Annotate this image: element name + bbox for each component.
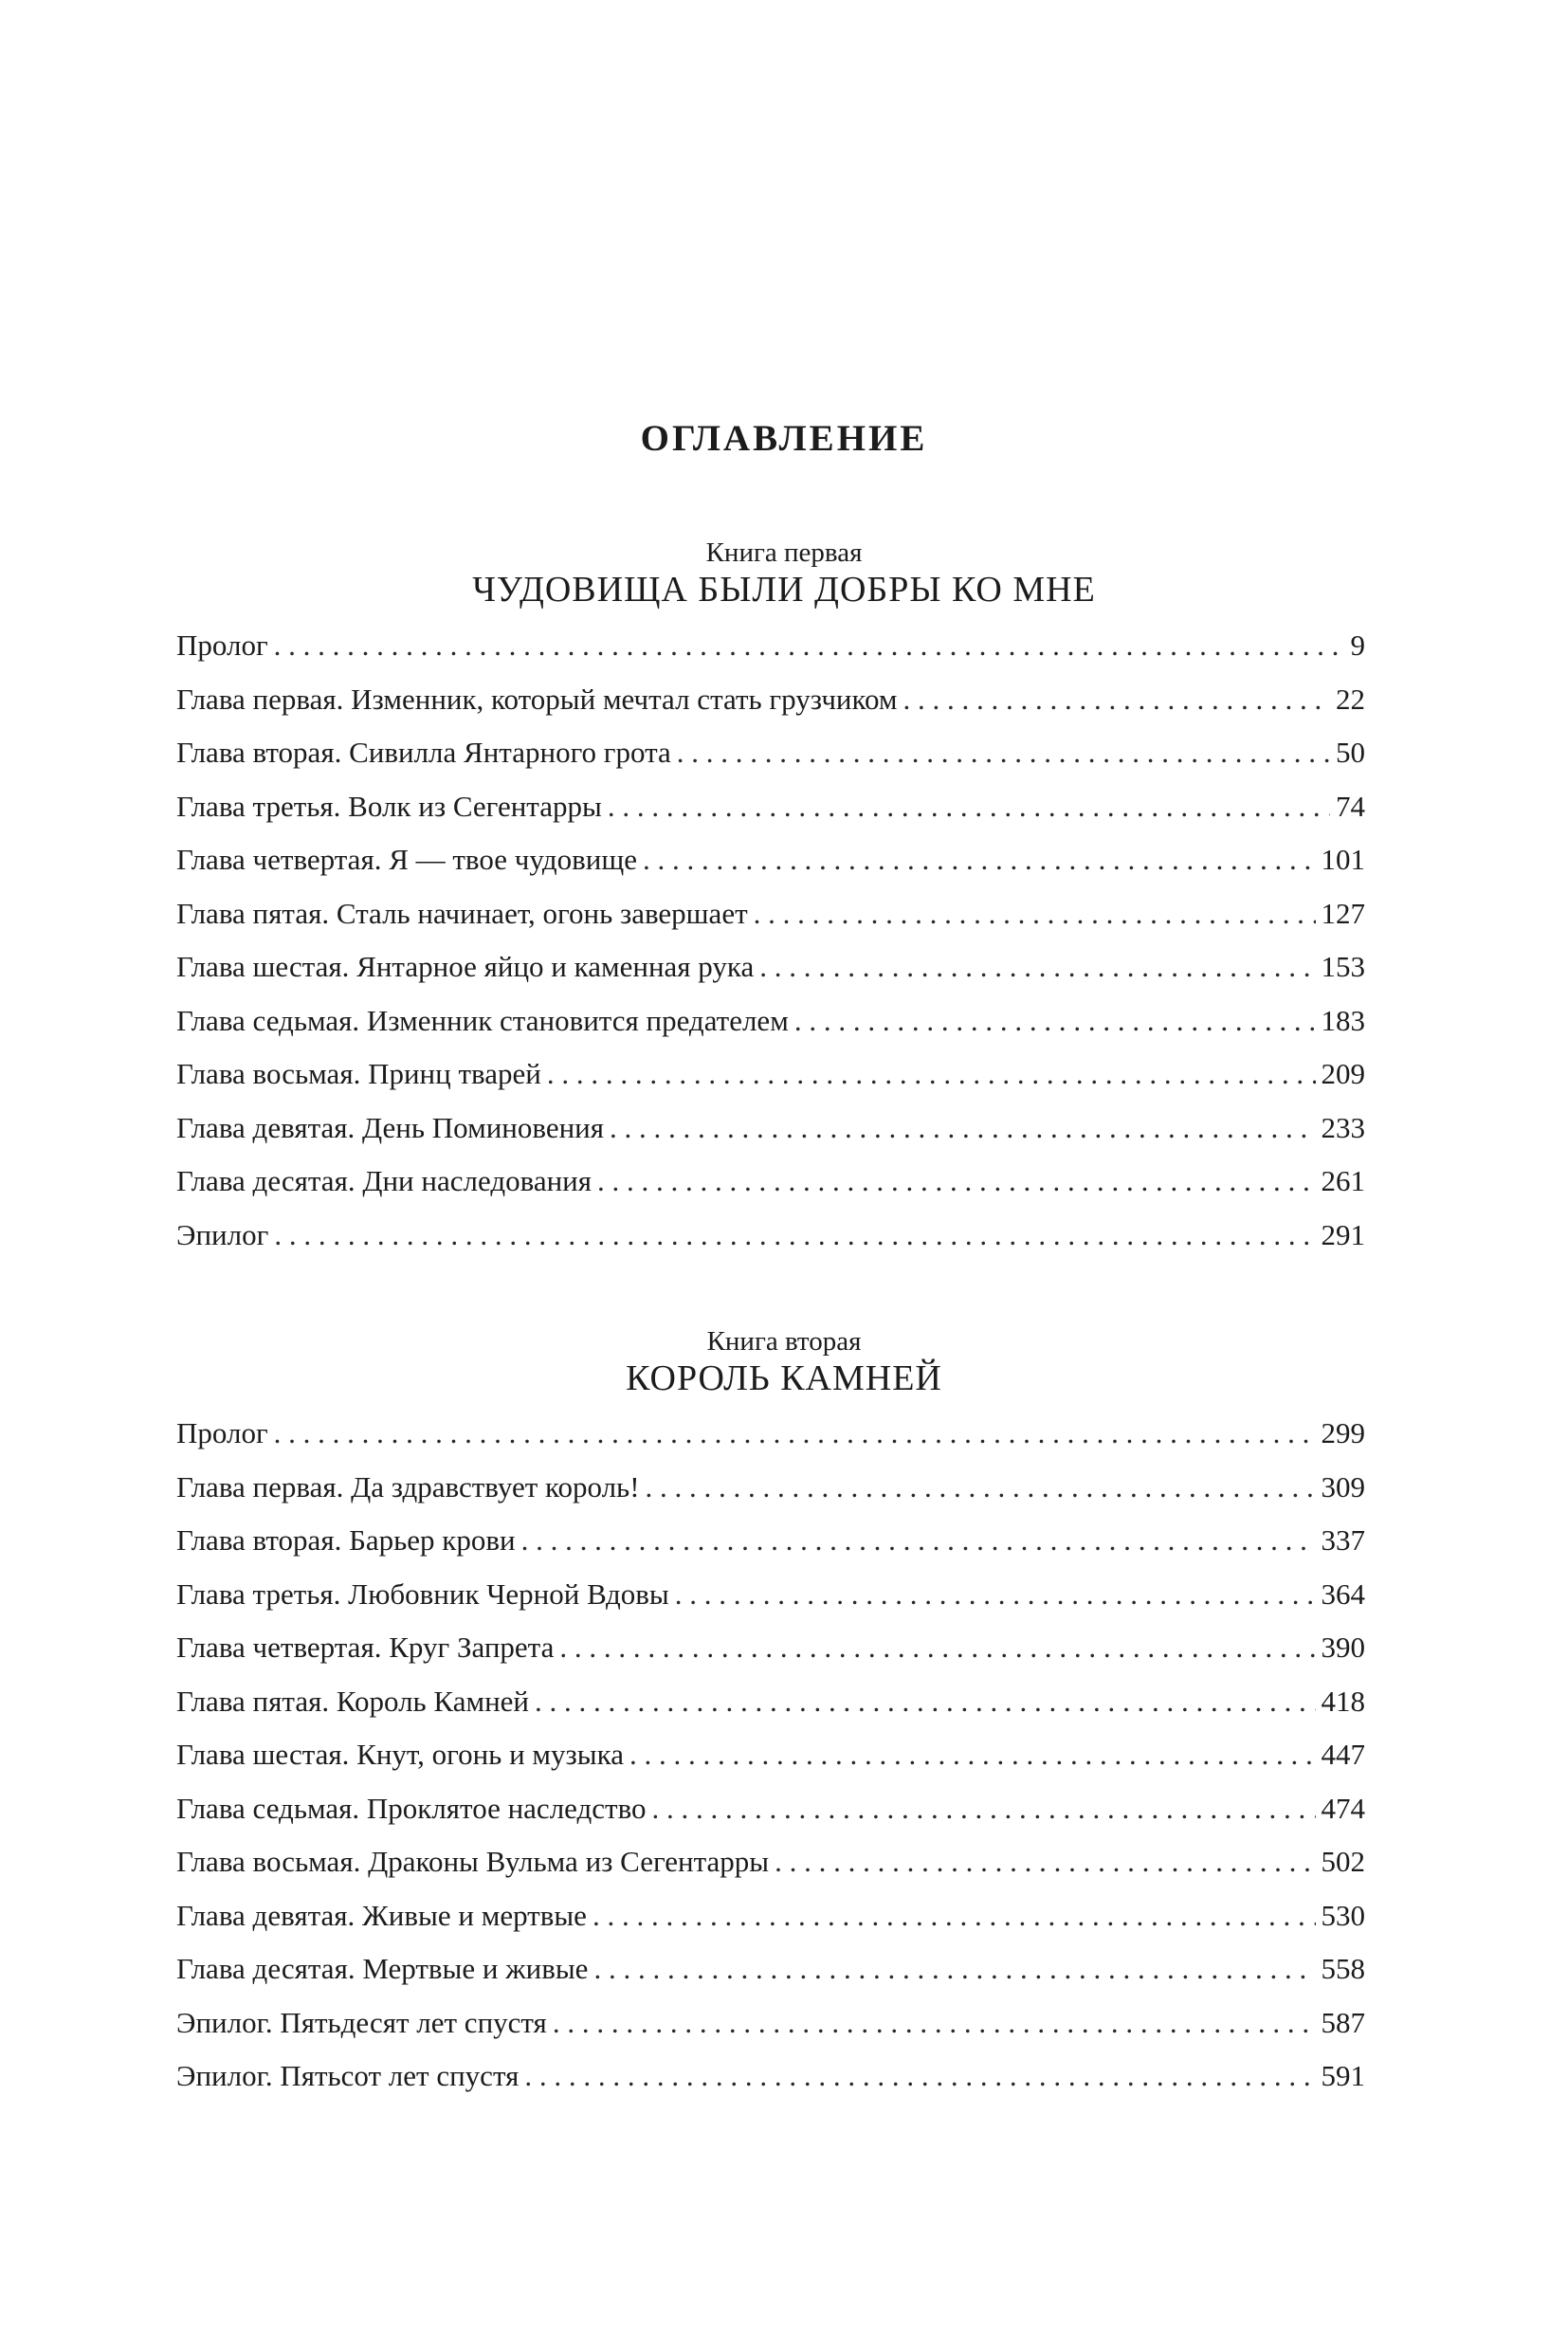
toc-entry[interactable]: [176, 1048, 1365, 1102]
toc-entry[interactable]: [176, 1782, 1365, 1836]
entry-title: Глава девятая. День Поминовения: [176, 1110, 605, 1144]
dot-leader: [608, 780, 1330, 834]
entry-page-number: 474: [1321, 1791, 1365, 1825]
dot-leader: [903, 673, 1330, 727]
toc-entry[interactable]: [176, 619, 1365, 673]
entry-page-number: 153: [1321, 950, 1365, 983]
toc-entry[interactable]: [176, 1835, 1365, 1889]
book-one-header: [0, 537, 1568, 611]
entry-page-number: 233: [1321, 1110, 1365, 1144]
entry-page-number: 291: [1321, 1217, 1365, 1251]
toc-entry[interactable]: [176, 1621, 1365, 1675]
book-two-toc-list: [176, 1407, 1365, 2104]
toc-entry[interactable]: [176, 940, 1365, 994]
dot-leader: [675, 1568, 1316, 1622]
entry-title: Глава шестая. Кнут, огонь и музыка: [176, 1738, 624, 1771]
entry-page-number: 309: [1321, 1469, 1365, 1504]
toc-entry[interactable]: [176, 2050, 1365, 2104]
toc-entry[interactable]: [176, 1461, 1365, 1515]
dot-leader: [754, 887, 1316, 941]
entry-page-number: 502: [1321, 1845, 1365, 1878]
toc-entry[interactable]: [176, 673, 1365, 727]
dot-leader: [274, 1209, 1315, 1263]
entry-page-number: 447: [1321, 1738, 1365, 1771]
dot-leader: [547, 1048, 1316, 1102]
toc-entry[interactable]: [176, 780, 1365, 834]
entry-title: Глава первая. Изменник, который мечтал стать грузчиком: [176, 682, 898, 716]
dot-leader: [593, 1942, 1315, 1996]
entry-title: Глава пятая. Король Камней: [176, 1684, 530, 1718]
entry-title: Глава девятая. Живые и мертвые: [176, 1898, 587, 1932]
dot-leader: [629, 1728, 1316, 1782]
entry-page-number: 9: [1350, 629, 1365, 662]
dot-leader: [677, 726, 1330, 780]
entry-page-number: 587: [1321, 2005, 1365, 2039]
entry-page-number: 558: [1321, 1952, 1365, 1985]
entry-title: Глава четвертая. Я — твое чудовище: [176, 843, 638, 876]
entry-title: Эпилог: [176, 1217, 269, 1251]
book-one-toc-list: [176, 619, 1365, 1262]
dot-leader: [274, 1407, 1316, 1461]
toc-entry[interactable]: [176, 1996, 1365, 2050]
dot-leader: [593, 1889, 1316, 1943]
book-two-label: Книга вторая: [706, 1326, 862, 1357]
dot-leader: [553, 1996, 1316, 2050]
entry-page-number: 127: [1321, 896, 1365, 930]
entry-title: Глава первая. Да здравствует король!: [176, 1469, 640, 1504]
toc-entry[interactable]: [176, 1568, 1365, 1622]
entry-page-number: 50: [1336, 736, 1365, 769]
dot-leader: [759, 940, 1315, 994]
dot-leader: [524, 2050, 1315, 2104]
entry-title: Эпилог. Пятьсот лет спустя: [176, 2059, 520, 2092]
entry-title: Глава третья. Любовник Черной Вдовы: [176, 1576, 669, 1611]
toc-entry[interactable]: [176, 1675, 1365, 1729]
entry-page-number: 22: [1336, 682, 1365, 716]
book-one-label: Книга первая: [705, 538, 863, 568]
entry-title: Глава восьмая. Принц тварей: [176, 1057, 541, 1090]
entry-page-number: 74: [1336, 789, 1365, 823]
toc-entry[interactable]: [176, 1942, 1365, 1996]
entry-page-number: 299: [1321, 1416, 1365, 1449]
dot-leader: [535, 1675, 1315, 1729]
dot-leader: [794, 994, 1316, 1048]
book-two-name: КОРОЛЬ КАМНЕЙ: [626, 1358, 942, 1398]
toc-title: ОГЛАВЛЕНИЕ: [640, 418, 928, 459]
toc-entry[interactable]: [176, 1514, 1365, 1568]
entry-title: Глава вторая. Барьер крови: [176, 1523, 516, 1557]
entry-title: Эпилог. Пятьдесят лет спустя: [176, 2005, 547, 2039]
entry-page-number: 209: [1321, 1057, 1365, 1090]
toc-entry[interactable]: [176, 1209, 1365, 1263]
toc-entry[interactable]: [176, 1102, 1365, 1156]
dot-leader: [274, 619, 1340, 673]
toc-entry[interactable]: [176, 833, 1365, 887]
dot-leader: [643, 833, 1315, 887]
toc-entry[interactable]: [176, 994, 1365, 1048]
entry-title: Глава шестая. Янтарное яйцо и каменная рука: [176, 950, 755, 983]
entry-title: Глава седьмая. Изменник становится предателем: [176, 1003, 789, 1037]
entry-title: Глава пятая. Сталь начинает, огонь завершает: [176, 896, 748, 930]
entry-page-number: 530: [1321, 1898, 1365, 1932]
entry-title: Глава десятая. Дни наследования: [176, 1164, 593, 1197]
dot-leader: [610, 1102, 1315, 1156]
book-two-header: [0, 1325, 1568, 1399]
entry-page-number: 364: [1321, 1576, 1365, 1611]
entry-title: Глава восьмая. Драконы Вульма из Сегентарры: [176, 1845, 770, 1878]
toc-entry[interactable]: [176, 726, 1365, 780]
toc-entry[interactable]: [176, 887, 1365, 941]
entry-title: Глава третья. Волк из Сегентарры: [176, 789, 602, 823]
entry-title: Глава седьмая. Проклятое наследство: [176, 1791, 647, 1825]
dot-leader: [597, 1155, 1315, 1209]
entry-title: Глава вторая. Сивилла Янтарного грота: [176, 736, 671, 769]
toc-entry[interactable]: [176, 1407, 1365, 1461]
entry-page-number: 337: [1321, 1523, 1365, 1557]
entry-page-number: 591: [1321, 2059, 1365, 2092]
entry-page-number: 261: [1321, 1164, 1365, 1197]
toc-entry[interactable]: [176, 1728, 1365, 1782]
entry-page-number: 418: [1321, 1684, 1365, 1718]
entry-title: Глава четвертая. Круг Запрета: [176, 1631, 555, 1664]
entry-title: Пролог: [176, 1416, 268, 1449]
entry-title: Пролог: [176, 629, 268, 662]
entry-page-number: 390: [1321, 1631, 1365, 1664]
dot-leader: [521, 1514, 1316, 1568]
dot-leader: [652, 1782, 1316, 1836]
book-one-name: ЧУДОВИЩА БЫЛИ ДОБРЫ КО МНЕ: [472, 570, 1096, 610]
dot-leader: [646, 1461, 1316, 1515]
dot-leader: [775, 1835, 1315, 1889]
toc-entry[interactable]: [176, 1155, 1365, 1209]
entry-page-number: 183: [1321, 1003, 1365, 1037]
entry-title: Глава десятая. Мертвые и живые: [176, 1952, 589, 1985]
entry-page-number: 101: [1321, 843, 1365, 876]
dot-leader: [559, 1621, 1315, 1675]
toc-entry[interactable]: [176, 1889, 1365, 1943]
